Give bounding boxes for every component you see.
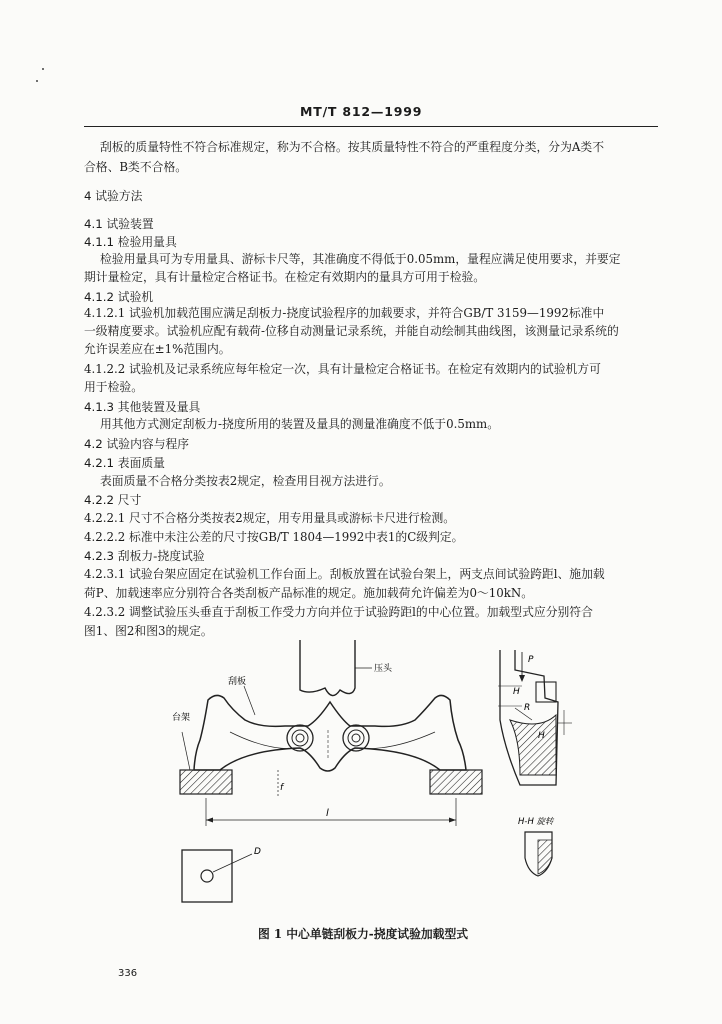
section-heading: 4.2.2 尺寸 — [84, 493, 142, 507]
text-line: 期计量检定，具有计量检定合格证书。在检定有效期内的量具方可用于检验。 — [84, 270, 486, 284]
table-label: 台架 — [172, 713, 191, 723]
text-line: 刮板的质量特性不符合标准规定，称为不合格。按其质量特性不符合的严重程度分类，分为A类不 — [100, 140, 604, 154]
section-heading: 4.2.3 刮板力-挠度试验 — [84, 549, 205, 563]
text-line: 用其他方式测定刮板力-挠度所用的装置及量具的测量准确度不低于0.5mm。 — [100, 417, 500, 431]
section-heading: 4.1.1 检验用量具 — [84, 235, 177, 249]
pressure-head — [300, 640, 372, 696]
load-label: P — [528, 655, 534, 665]
section-heading: 4 试验方法 — [84, 189, 143, 203]
pressure-head-label: 压头 — [374, 664, 393, 674]
text-line: 允许误差应在±1%范围内。 — [84, 342, 231, 356]
scraper-label: 刮板 — [228, 677, 247, 687]
scan-speck — [36, 80, 38, 82]
figure-1-diagram — [160, 640, 590, 915]
section-h-label-top: H — [513, 687, 520, 697]
text-line: 4.2.2.1 尺寸不合格分类按表2规定，用专用量具或游标卡尺进行检测。 — [84, 511, 456, 525]
span-label: l — [326, 808, 329, 819]
text-line: 表面质量不合格分类按表2规定，检查用目视方法进行。 — [100, 474, 391, 488]
section-heading: 4.1.3 其他装置及量具 — [84, 400, 201, 414]
page-header: MT/T 812—1999 — [300, 104, 423, 119]
figure-caption: 图 1 中心单链刮板力-挠度试验加载型式 — [258, 927, 469, 941]
text-line: 4.1.2.1 试验机加载范围应满足刮板力-挠度试验程序的加载要求，并符合GB/T 3159—1992标准中 — [84, 306, 605, 320]
text-line: 检验用量具可为专用量具、游标卡尺等，其准确度不得低于0.05mm，量程应满足使用要求，并要定 — [100, 252, 621, 266]
section-view-label: H-H 旋转 — [518, 817, 554, 827]
section-heading: 4.2 试验内容与程序 — [84, 437, 190, 451]
radius-label: R — [524, 703, 531, 713]
support-table-left — [180, 770, 232, 794]
scan-speck — [42, 68, 44, 70]
text-line: 一级精度要求。试验机应配有载荷-位移自动测量记录系统，并能自动绘制其曲线图，该测量记录系统的 — [84, 324, 619, 338]
text-line: 荷P、加载速率应分别符合各类刮板产品标准的规定。施加载荷允许偏差为0～10kN。 — [84, 586, 534, 600]
text-line: 4.2.3.1 试验台架应固定在试验机工作台面上。刮板放置在试验台架上，两支点间试验跨距l、施加载 — [84, 567, 605, 581]
section-heading: 4.2.1 表面质量 — [84, 456, 165, 470]
support-table-right — [430, 770, 482, 794]
header-rule — [84, 126, 658, 127]
page-number: 336 — [118, 968, 138, 979]
text-line: 图1、图2和图3的规定。 — [84, 624, 213, 638]
text-line: 4.2.2.2 标准中未注公差的尺寸按GB/T 1804—1992中表1的C级判定。 — [84, 530, 464, 544]
section-hh-view — [525, 832, 552, 876]
diameter-label: D — [254, 847, 261, 857]
bottom-view — [182, 850, 252, 902]
text-line: 4.2.3.2 调整试验压头垂直于刮板工作受力方向并位于试验跨距l的中心位置。加载型式应分别符合 — [84, 605, 593, 619]
scraper-body — [194, 695, 466, 771]
text-line: 合格、B类不合格。 — [84, 160, 188, 174]
text-line: 用于检验。 — [84, 380, 143, 394]
text-line: 4.1.2.2 试验机及记录系统应每年检定一次，具有计量检定合格证书。在检定有效期内的试验机方可 — [84, 362, 601, 376]
side-detail-view — [498, 650, 572, 785]
deflection-label: f — [280, 783, 284, 793]
section-h-label-bottom: H — [538, 731, 545, 741]
section-heading: 4.1 试验装置 — [84, 217, 154, 231]
section-heading: 4.1.2 试验机 — [84, 290, 154, 304]
